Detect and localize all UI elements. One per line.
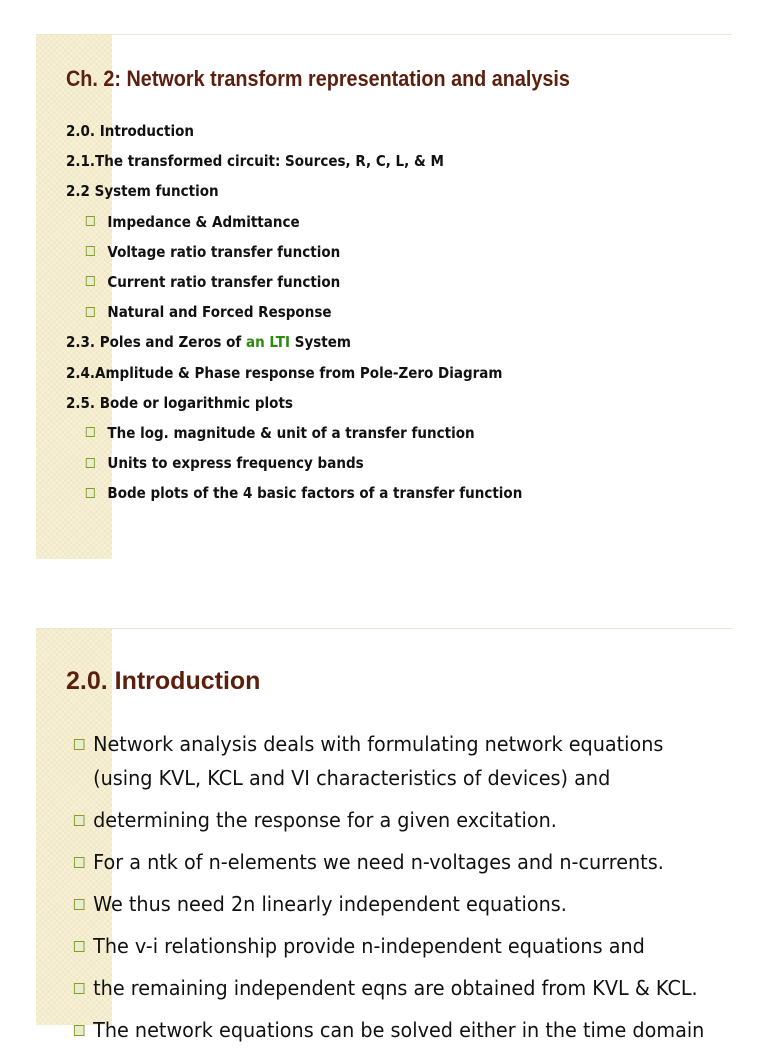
intro-bullet-text: For a ntk of n-elements we need n-voltages and n-currents. xyxy=(93,850,664,874)
intro-bullet-item xyxy=(72,887,704,921)
table-of-contents xyxy=(66,119,573,511)
square-bullet-icon xyxy=(74,899,85,910)
toc-item-text: 2.4.Amplitude & Phase response from Pole-Zero Diagram xyxy=(66,363,503,382)
toc-item xyxy=(66,361,522,391)
slide-title: Ch. 2: Network transform representation and analysis xyxy=(66,66,570,91)
toc-item-text: 2.1.The transformed circuit: Sources, R, C, L, & M xyxy=(66,152,444,171)
toc-item xyxy=(66,149,522,179)
square-bullet-icon xyxy=(74,815,85,826)
toc-item-text: Voltage ratio transfer function xyxy=(107,242,341,261)
square-bullet-icon xyxy=(74,941,85,952)
toc-item-text: 2.0. Introduction xyxy=(66,122,195,140)
intro-bullet-item xyxy=(72,1013,704,1047)
toc-item-text: 2.2 System function xyxy=(66,182,219,201)
slide-title: 2.0. Introduction xyxy=(66,667,261,695)
intro-bullet-text: determining the response for a given excitation. xyxy=(93,808,557,832)
toc-item xyxy=(66,330,522,360)
toc-subitem xyxy=(66,451,522,481)
toc-subitem xyxy=(66,421,522,451)
intro-bullet-list xyxy=(72,727,731,1055)
toc-item-text: Bode plots of the 4 basic factors of a transfer function xyxy=(107,484,523,503)
square-bullet-icon xyxy=(86,276,95,286)
intro-bullet-text: The network equations can be solved either in the time domain xyxy=(93,1018,705,1042)
intro-bullet-text: Network analysis deals with formulating network equations xyxy=(93,732,664,756)
toc-item-text: 2.5. Bode or logarithmic plots xyxy=(66,393,293,412)
toc-item-text: Units to express frequency bands xyxy=(107,454,364,473)
intro-bullet-item xyxy=(72,727,704,761)
toc-item-text: Current ratio transfer function xyxy=(107,272,341,291)
toc-subitem xyxy=(66,270,522,300)
square-bullet-icon xyxy=(86,488,95,498)
toc-item-text: Natural and Forced Response xyxy=(107,303,332,322)
toc-subitem xyxy=(66,481,522,511)
toc-item-text: 2.3. Poles and Zeros of xyxy=(66,333,246,352)
toc-subitem xyxy=(66,240,522,270)
square-bullet-icon xyxy=(74,1025,85,1036)
toc-item-highlight: an LTI xyxy=(245,333,291,352)
toc-item xyxy=(66,179,522,209)
intro-bullet-text: We thus need 2n linearly independent equations. xyxy=(93,892,567,916)
intro-bullet-item xyxy=(72,803,704,837)
intro-bullet-item xyxy=(72,929,704,963)
square-bullet-icon xyxy=(74,983,85,994)
intro-bullet-text: (using KVL, KCL and VI characteristics of devices) and xyxy=(93,766,611,790)
intro-bullet-item xyxy=(72,761,704,795)
toc-item-text: System xyxy=(290,333,351,352)
toc-subitem xyxy=(66,300,522,330)
square-bullet-icon xyxy=(86,427,95,437)
toc-subitem xyxy=(66,210,522,240)
intro-bullet-text: the remaining independent eqns are obtained from KVL & KCL. xyxy=(93,976,698,1000)
slide-toc xyxy=(36,34,732,559)
square-bullet-icon xyxy=(74,857,85,868)
square-bullet-icon xyxy=(86,307,95,317)
toc-item-text: The log. magnitude & unit of a transfer function xyxy=(107,423,475,442)
toc-item xyxy=(66,119,522,149)
intro-bullet-text: The v-i relationship provide n-independent equations and xyxy=(93,934,645,958)
toc-item-text: Impedance & Admittance xyxy=(107,212,300,231)
toc-item xyxy=(66,391,522,421)
square-bullet-icon xyxy=(86,458,95,468)
intro-bullet-item xyxy=(72,971,704,1005)
square-bullet-icon xyxy=(86,216,95,226)
square-bullet-icon xyxy=(74,739,85,750)
intro-bullet-item xyxy=(72,845,704,879)
slide-introduction xyxy=(36,628,732,1042)
square-bullet-icon xyxy=(86,246,95,256)
